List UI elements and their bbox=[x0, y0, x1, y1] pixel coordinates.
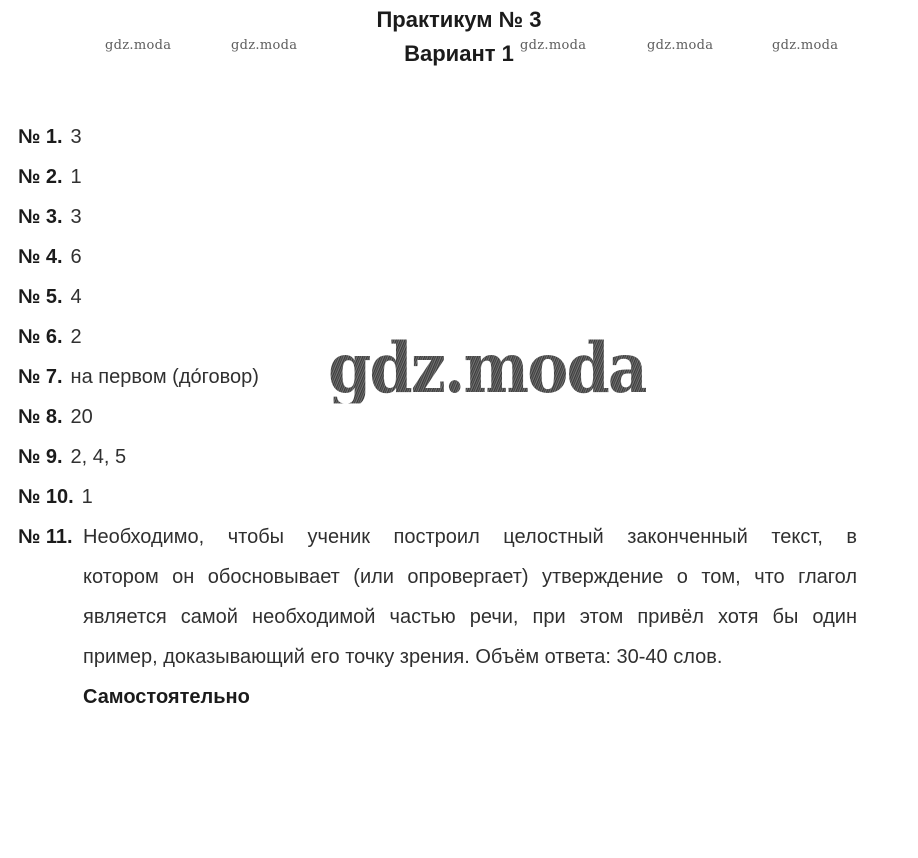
watermark-small: gdz.moda bbox=[231, 38, 298, 53]
answer-number: № 10. bbox=[18, 486, 74, 508]
answer-text-line: котором он обосновывает (или опровергает) утверждение о том, что глагол bbox=[83, 566, 857, 588]
answer-value: 6 bbox=[70, 246, 82, 268]
answer-text-block bbox=[83, 517, 857, 717]
answer-item-1 bbox=[18, 117, 900, 157]
watermark-small: gdz.moda bbox=[105, 38, 172, 53]
watermark-small: gdz.moda bbox=[647, 38, 714, 53]
answer-value: 1 bbox=[70, 166, 82, 188]
answer-item-9 bbox=[18, 437, 900, 477]
watermark-small: gdz.moda bbox=[772, 38, 839, 53]
answer-text-line: Необходимо, чтобы ученик построил целостный законченный текст, в bbox=[83, 526, 857, 548]
watermark-small: gdz.moda bbox=[520, 38, 587, 53]
page-title: Практикум № 3 bbox=[376, 7, 542, 32]
answer-number: № 6. bbox=[18, 326, 63, 348]
answer-value: на первом (до́говор) bbox=[70, 366, 259, 388]
answer-item-10 bbox=[18, 477, 900, 517]
answer-value: 3 bbox=[70, 126, 82, 148]
answer-number: № 9. bbox=[18, 446, 63, 468]
answer-value: 4 bbox=[70, 286, 82, 308]
answer-number: № 8. bbox=[18, 406, 63, 428]
answer-value: 1 bbox=[81, 486, 93, 508]
answer-item-5 bbox=[18, 277, 900, 317]
answer-item-11 bbox=[18, 517, 900, 717]
answer-item-2 bbox=[18, 157, 900, 197]
answer-number: № 7. bbox=[18, 366, 63, 388]
answer-value: 2, 4, 5 bbox=[70, 446, 127, 468]
answers-list bbox=[18, 117, 900, 717]
answer-number: № 5. bbox=[18, 286, 63, 308]
answer-number: № 2. bbox=[18, 166, 63, 188]
answer-number: № 1. bbox=[18, 126, 63, 148]
answer-item-7 bbox=[18, 357, 900, 397]
answer-number: № 3. bbox=[18, 206, 63, 228]
page-subtitle: Вариант 1 bbox=[404, 41, 514, 66]
answer-item-8 bbox=[18, 397, 900, 437]
self-study-note: Самостоятельно bbox=[83, 686, 250, 708]
answer-value: 2 bbox=[70, 326, 82, 348]
answer-item-6 bbox=[18, 317, 900, 357]
answer-text-line: является самой необходимой частью речи, при этом привёл хотя бы один bbox=[83, 606, 857, 628]
answer-text-line: пример, доказывающий его точку зрения. Объём ответа: 30-40 слов. bbox=[83, 646, 723, 668]
answer-number: № 11. bbox=[18, 526, 73, 548]
answer-value: 20 bbox=[70, 406, 93, 428]
answer-number: № 4. bbox=[18, 246, 63, 268]
answer-value: 3 bbox=[70, 206, 82, 228]
answer-item-3 bbox=[18, 197, 900, 237]
answer-item-4 bbox=[18, 237, 900, 277]
watermark-large: gdz.moda bbox=[328, 327, 646, 410]
